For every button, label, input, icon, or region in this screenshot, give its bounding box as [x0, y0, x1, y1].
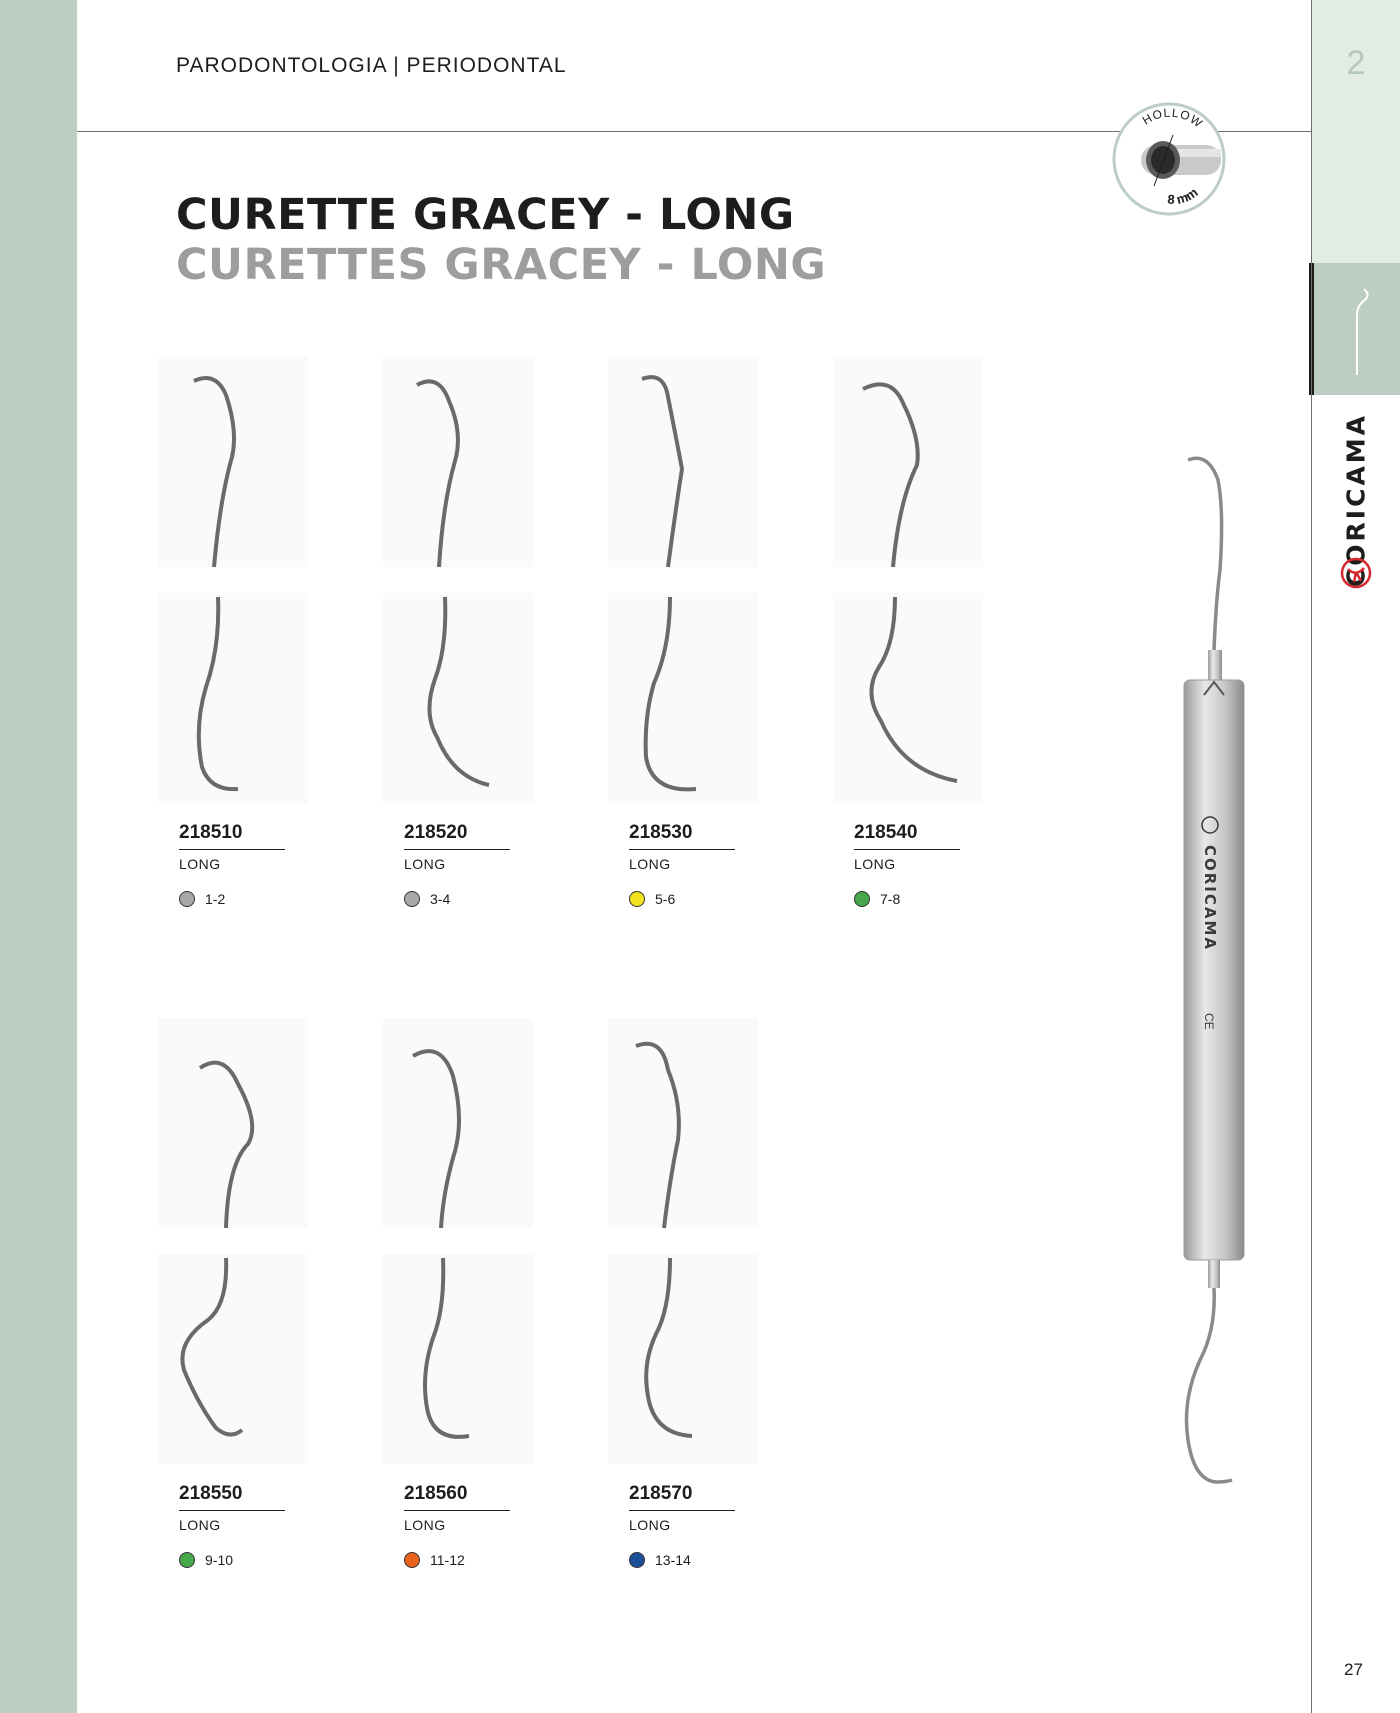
color-code-dot — [404, 1552, 420, 1568]
curette-tip-image — [383, 1018, 533, 1468]
product-size: 9-10 — [205, 1552, 234, 1568]
code-underline — [629, 849, 735, 850]
left-color-band — [0, 0, 77, 1713]
color-code-dot — [179, 891, 195, 907]
page-number: 27 — [1344, 1660, 1363, 1679]
product-size: 1-2 — [205, 891, 226, 907]
color-code-dot — [629, 891, 645, 907]
code-underline — [179, 849, 285, 850]
code-underline — [854, 849, 960, 850]
product-variant: LONG — [629, 1517, 671, 1533]
page-title: CURETTE GRACEY - LONG — [176, 190, 795, 240]
product-variant: LONG — [404, 856, 446, 872]
code-underline — [404, 849, 510, 850]
curette-tip-image — [833, 357, 983, 807]
product-variant: LONG — [629, 856, 671, 872]
page-subtitle: CURETTES GRACEY - LONG — [176, 240, 827, 290]
code-underline — [629, 1510, 735, 1511]
chapter-tab[interactable] — [1312, 0, 1400, 263]
section-header: PARODONTOLOGIA | PERIODONTAL — [176, 54, 567, 77]
product-card[interactable] — [608, 1018, 828, 1578]
right-divider — [1311, 0, 1312, 1713]
product-size: 3-4 — [430, 891, 451, 907]
product-card[interactable] — [158, 357, 378, 917]
product-code: 218530 — [629, 822, 693, 843]
product-code: 218510 — [179, 822, 243, 843]
curette-icon — [1314, 263, 1400, 395]
product-code: 218550 — [179, 1483, 243, 1504]
product-code: 218520 — [404, 822, 468, 843]
product-card[interactable] — [158, 1018, 378, 1578]
curette-tip-image — [608, 1018, 758, 1468]
color-code-dot — [629, 1552, 645, 1568]
product-size: 5-6 — [655, 891, 676, 907]
code-underline — [179, 1510, 285, 1511]
badge-label-bottom: 8 mm — [1166, 184, 1201, 208]
product-size: 11-12 — [430, 1552, 465, 1568]
product-variant: LONG — [179, 856, 221, 872]
brand-logo-icon — [1340, 557, 1372, 589]
product-card[interactable] — [833, 357, 1053, 917]
color-code-dot — [179, 1552, 195, 1568]
chapter-number: 2 — [1346, 44, 1366, 82]
product-card[interactable] — [383, 357, 603, 917]
product-card[interactable] — [608, 357, 828, 917]
handle-brand-text: CORICAMA — [1201, 845, 1219, 952]
product-code: 218560 — [404, 1483, 468, 1504]
product-code: 218570 — [629, 1483, 693, 1504]
product-variant: LONG — [179, 1517, 221, 1533]
handle-ce-mark: CE — [1202, 1013, 1216, 1030]
curette-tip-image — [158, 1018, 308, 1468]
product-card[interactable] — [383, 1018, 603, 1578]
product-size: 7-8 — [880, 891, 901, 907]
product-variant: LONG — [404, 1517, 446, 1533]
product-variant: LONG — [854, 856, 896, 872]
product-code: 218540 — [854, 822, 918, 843]
curette-tip-image — [608, 357, 758, 807]
curette-tip-image — [383, 357, 533, 807]
full-curette-image — [1160, 450, 1260, 1530]
hollow-handle-badge — [1111, 101, 1227, 217]
color-code-dot — [854, 891, 870, 907]
brand-name-vertical: CORICAMA — [1341, 412, 1371, 588]
badge-label-top: HOLLOW — [1139, 105, 1206, 131]
color-code-dot — [404, 891, 420, 907]
curette-tip-image — [158, 357, 308, 807]
code-underline — [404, 1510, 510, 1511]
product-size: 13-14 — [655, 1552, 691, 1568]
active-section-tab[interactable] — [1309, 263, 1400, 395]
